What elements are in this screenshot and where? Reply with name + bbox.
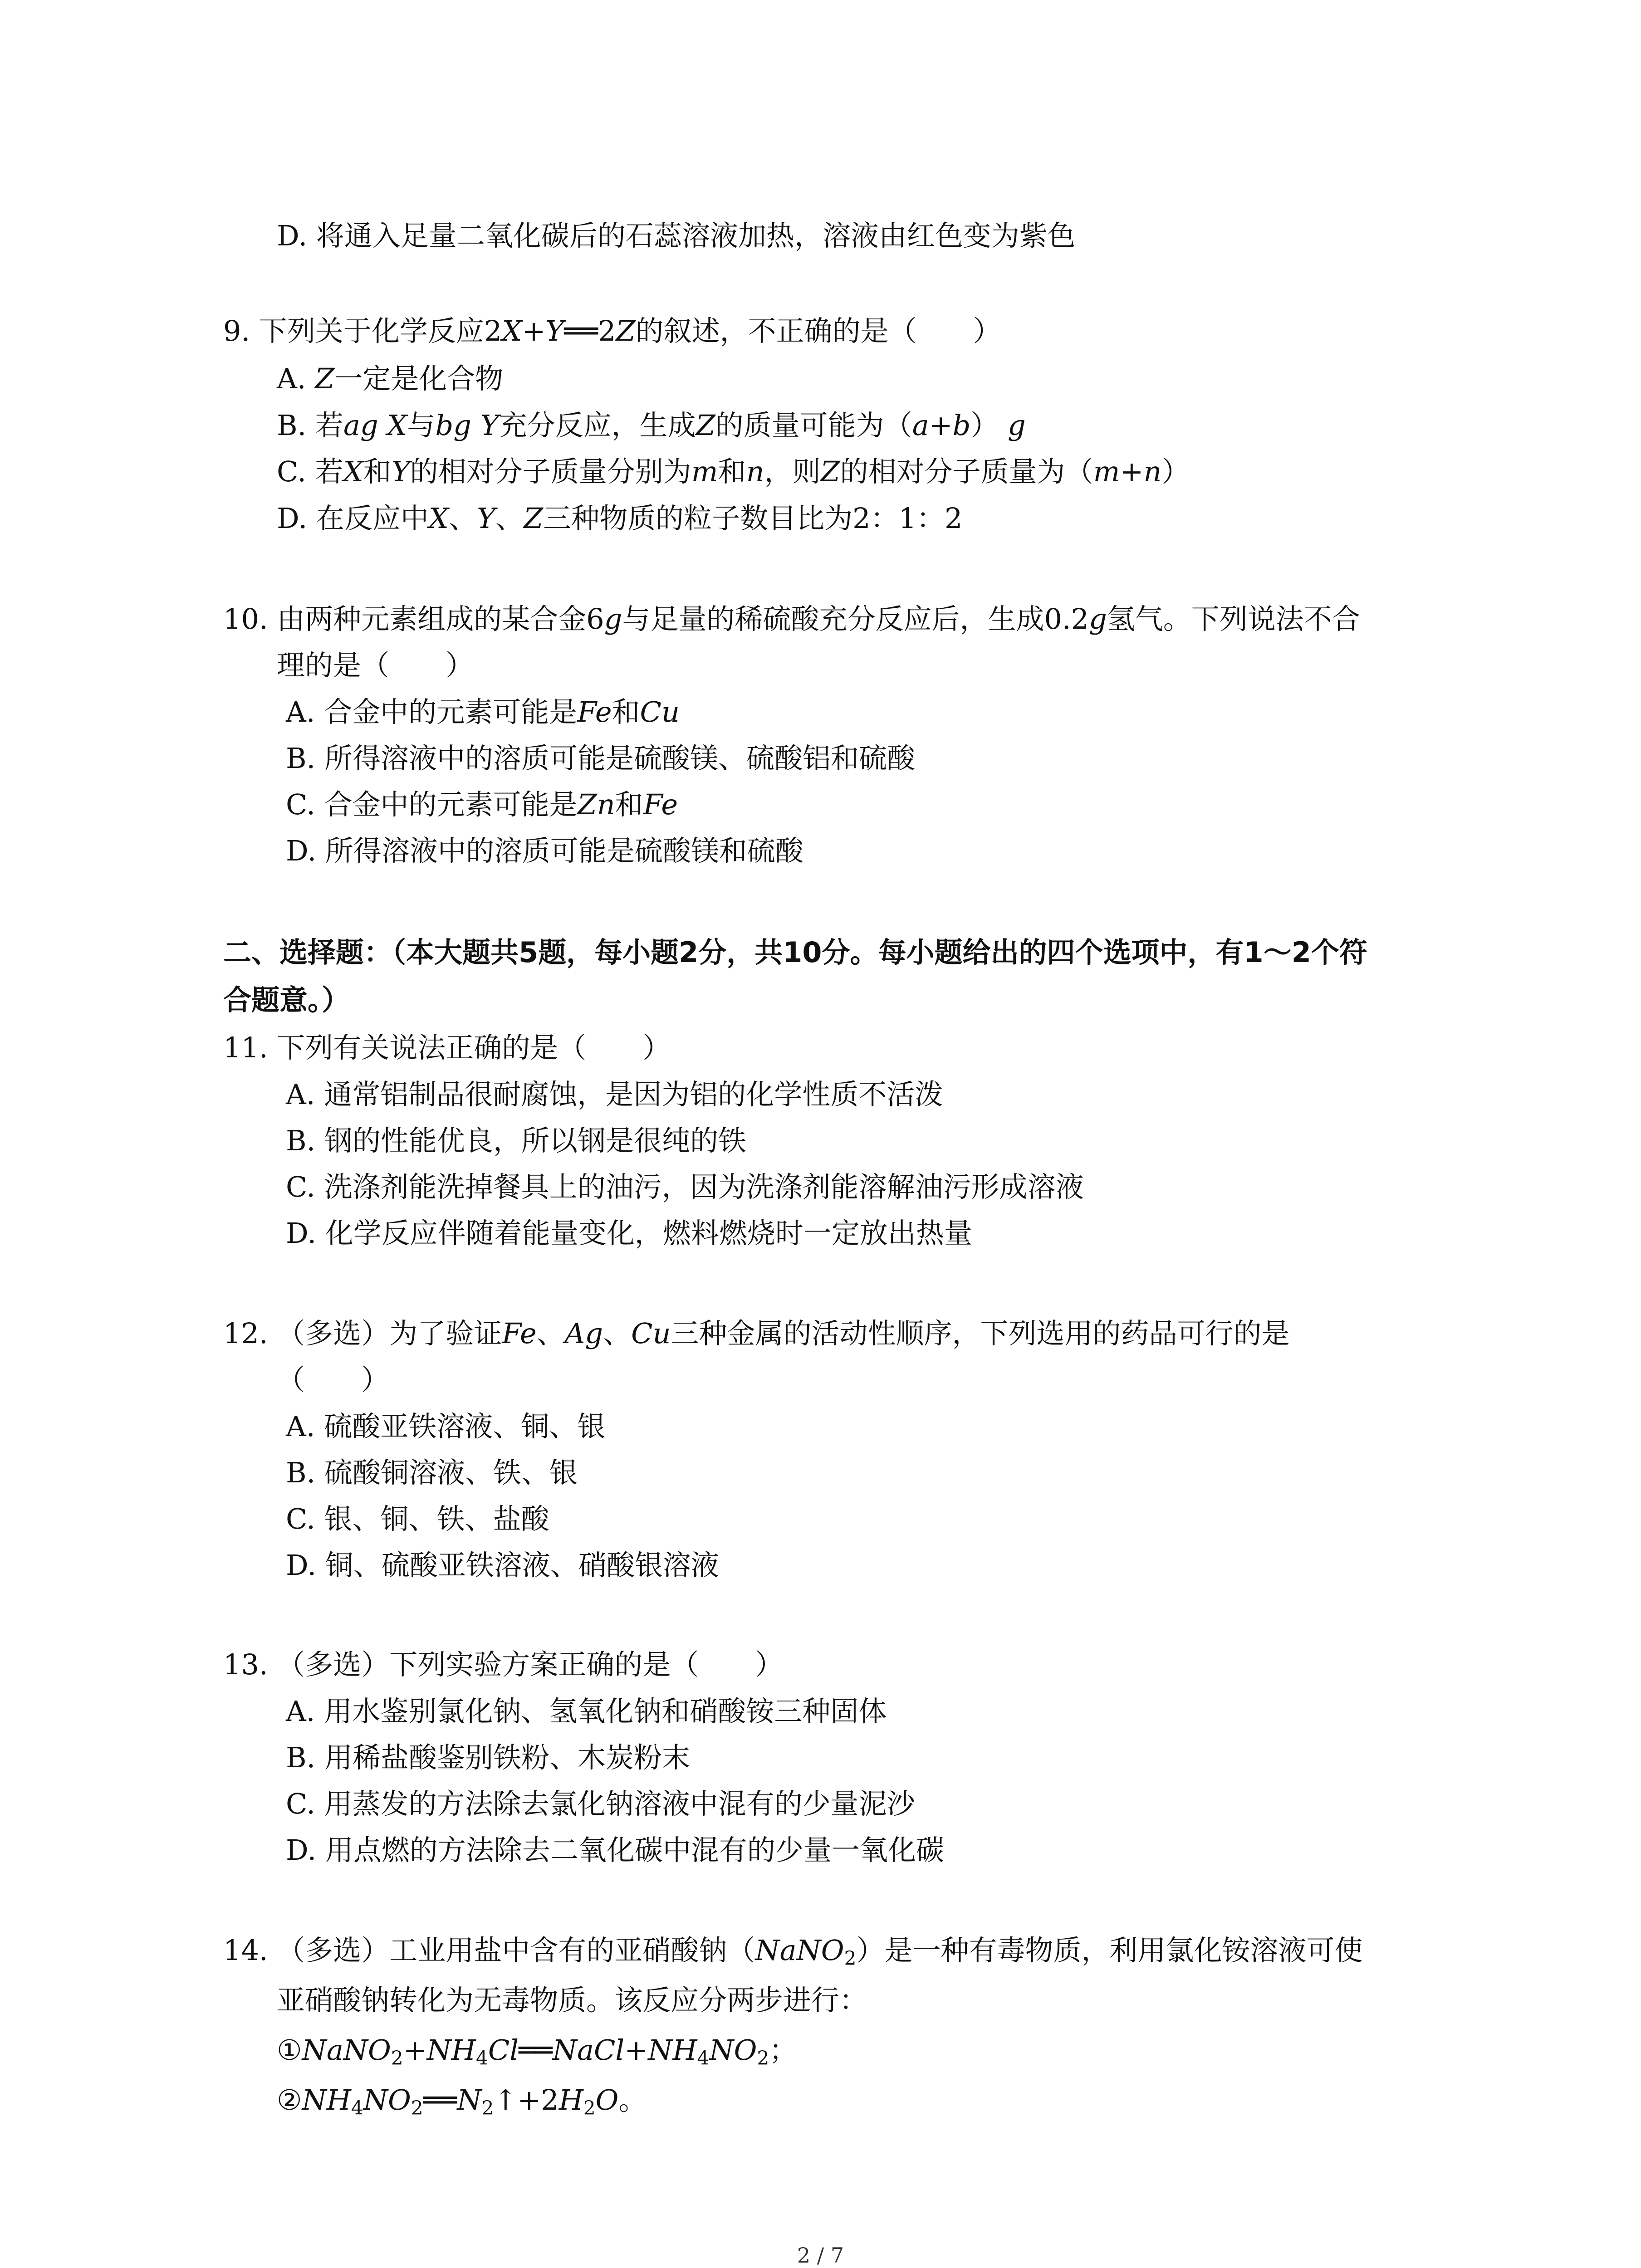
q13-option-d: D. 用点燃的方法除去二氧化碳中混有的少量一氧化碳 xyxy=(286,1833,944,1867)
q13-option-b: B. 用稀盐酸鉴别铁粉、木炭粉末 xyxy=(286,1741,690,1774)
q13-stem: 13. （多选）下列实验方案正确的是（ ） xyxy=(223,1648,784,1681)
q9-option-d: D. 在反应中X、Y、Z三种物质的粒子数目比为2：1：2 xyxy=(277,502,963,535)
q9-option-a: A. Z一定是化合物 xyxy=(277,362,504,395)
q12-option-c: C. 银、铜、铁、盐酸 xyxy=(286,1502,549,1535)
q14-stem-line2: 亚硝酸钠转化为无毒物质。该反应分两步进行： xyxy=(277,1984,868,2017)
q10-option-c: C. 合金中的元素可能是Zn和Fe xyxy=(286,788,678,821)
q13-option-c: C. 用蒸发的方法除去氯化钠溶液中混有的少量泥沙 xyxy=(286,1787,915,1820)
q13-option-a: A. 用水鉴别氯化钠、氢氧化钠和硝酸铵三种固体 xyxy=(286,1695,887,1728)
q11-option-a: A. 通常铝制品很耐腐蚀，是因为铝的化学性质不活泼 xyxy=(286,1078,943,1111)
q11-option-d: D. 化学反应伴随着能量变化，燃料燃烧时一定放出热量 xyxy=(286,1217,972,1250)
q9-option-b: B. 若ag X与bg Y充分反应，生成Z的质量可能为（a+b） g xyxy=(277,409,1026,442)
q14-reaction-2: $②NH_4NO_2══N_2↑+2H_2O$。 xyxy=(277,2083,647,2119)
q10-stem-line2: 理的是（ ） xyxy=(277,649,474,682)
section2-heading-line1: 二、选择题：（本大题共5题，每小题2分，共10分。每小题给出的四个选项中，有1～2个符 xyxy=(223,936,1367,969)
q12-stem-line2: （ ） xyxy=(277,1363,390,1396)
q10-option-a: A. 合金中的元素可能是Fe和Cu xyxy=(286,695,680,728)
q14-reaction-1: $①NaNO_2+NH_4Cl══NaCl+NH_4NO_2$； xyxy=(277,2033,798,2069)
section2-heading-line2: 合题意。） xyxy=(223,983,350,1017)
q11-option-c: C. 洗涤剂能洗掉餐具上的油污，因为洗涤剂能溶解油污形成溶液 xyxy=(286,1170,1084,1203)
q8-option-d: D. 将通入足量二氧化碳后的石蕊溶液加热，溶液由红色变为紫色 xyxy=(277,219,1076,252)
q12-stem-line1: 12. （多选）为了验证Fe、Ag、Cu三种金属的活动性顺序，下列选用的药品可行的是 xyxy=(223,1317,1290,1350)
q12-option-a: A. 硫酸亚铁溶液、铜、银 xyxy=(286,1410,606,1443)
q10-option-d: D. 所得溶液中的溶质可能是硫酸镁和硫酸 xyxy=(286,834,803,867)
q14-stem-line1: 14. （多选）工业用盐中含有的亚硝酸钠（NaNO$_2$）是一种有毒物质，利用氯化铵溶液可使 xyxy=(223,1934,1363,1970)
q10-stem-line1: 10. 由两种元素组成的某合金6g与足量的稀硫酸充分反应后，生成0.2g氢气。下列说法不合 xyxy=(223,602,1360,635)
q10-option-b: B. 所得溶液中的溶质可能是硫酸镁、硫酸铝和硫酸 xyxy=(286,742,915,775)
q9-option-c: C. 若X和Y的相对分子质量分别为m和n，则Z的相对分子质量为（m+n） xyxy=(277,455,1190,488)
q12-option-d: D. 铜、硫酸亚铁溶液、硝酸银溶液 xyxy=(286,1549,719,1582)
q11-option-b: B. 钢的性能优良，所以钢是很纯的铁 xyxy=(286,1124,746,1157)
q11-stem: 11. 下列有关说法正确的是（ ） xyxy=(223,1031,671,1064)
q9-stem: 9. 下列关于化学反应2X+Y══2Z的叙述，不正确的是（ ） xyxy=(223,314,1001,347)
q12-option-b: B. 硫酸铜溶液、铁、银 xyxy=(286,1456,578,1489)
page-number: 2 / 7 xyxy=(797,2243,844,2268)
